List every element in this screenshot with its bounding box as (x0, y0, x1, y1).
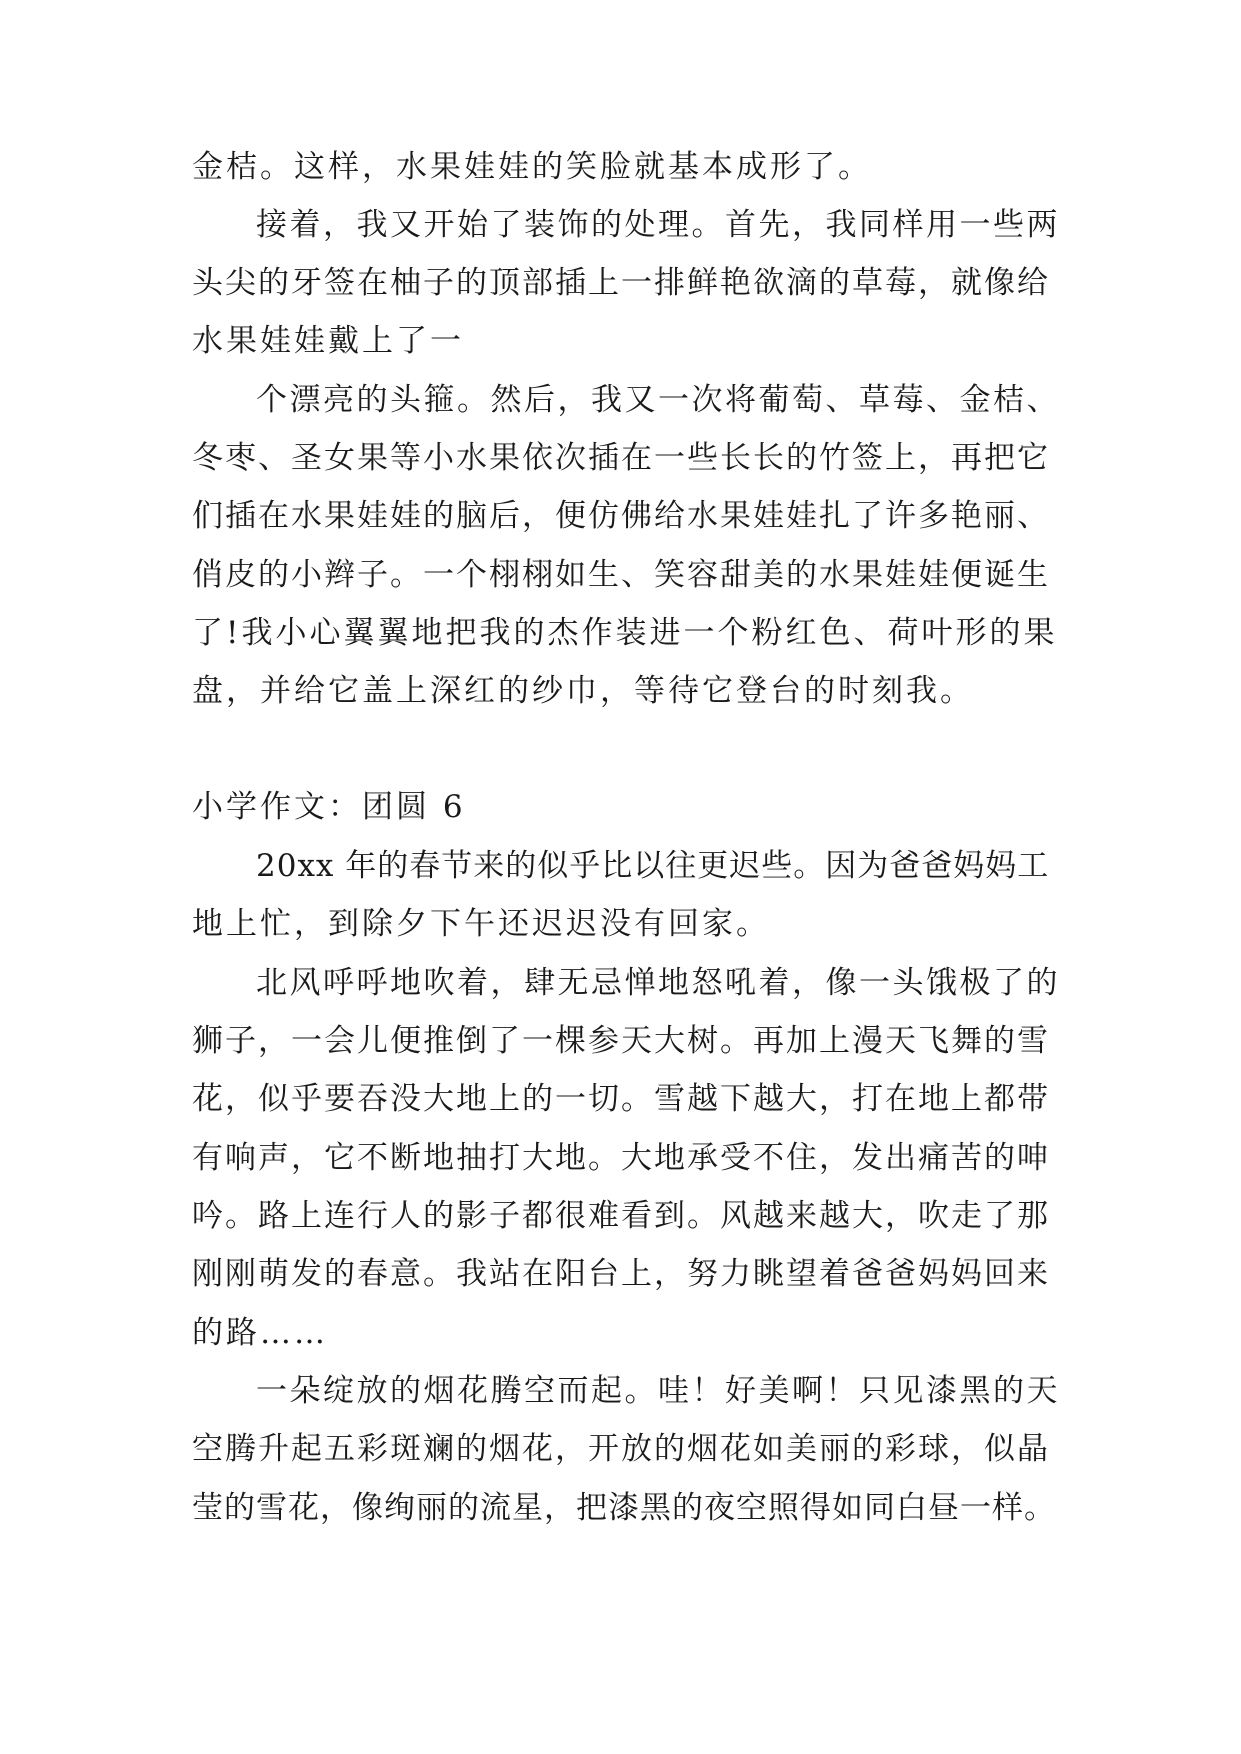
text-line: 北风呼呼地吹着，肆无忌惮地怒吼着，像一头饿极了的 (256, 965, 1060, 1001)
text-line: 头尖的牙签在柚子的顶部插上一排鲜艳欲滴的草莓，就像给 (192, 265, 1050, 301)
text-line: 的路…… (192, 1315, 328, 1351)
text-line: 刚刚萌发的春意。我站在阳台上，努力眺望着爸爸妈妈回来 (192, 1256, 1050, 1292)
section-title: 小学作文：团圆 6 (192, 789, 466, 825)
text-line: 冬枣、圣女果等小水果依次插在一些长长的竹签上，再把它 (192, 440, 1050, 476)
text-line: 地上忙，到除夕下午还迟迟没有回家。 (192, 906, 770, 942)
text-line: 花，似乎要吞没大地上的一切。雪越下越大，打在地上都带 (192, 1081, 1050, 1117)
text-line: 金桔。这样，水果娃娃的笑脸就基本成形了。 (192, 149, 872, 185)
text-line: 20xx 年的春节来的似乎比以往更迟些。因为爸爸妈妈工 (256, 848, 1050, 884)
text-line: 空腾升起五彩斑斓的烟花，开放的烟花如美丽的彩球，似晶 (192, 1431, 1050, 1467)
text-line: 一朵绽放的烟花腾空而起。哇！好美啊！只见漆黑的天 (256, 1373, 1060, 1409)
text-line: 了!我小心翼翼地把我的杰作装进一个粉红色、荷叶形的果 (192, 615, 1058, 651)
text-line: 吟。路上连行人的影子都很难看到。风越来越大，吹走了那 (192, 1198, 1050, 1234)
text-line: 们插在水果娃娃的脑后，便仿佛给水果娃娃扎了许多艳丽、 (192, 498, 1050, 534)
text-line: 接着，我又开始了装饰的处理。首先，我同样用一些两 (256, 207, 1060, 243)
text-line: 俏皮的小辫子。一个栩栩如生、笑容甜美的水果娃娃便诞生 (192, 557, 1050, 593)
text-line: 水果娃娃戴上了一 (192, 323, 464, 359)
text-line: 盘，并给它盖上深红的纱巾，等待它登台的时刻我。 (192, 673, 974, 709)
text-line: 莹的雪花，像绚丽的流星，把漆黑的夜空照得如同白昼一样。 (192, 1490, 1056, 1526)
text-line: 有响声，它不断地抽打大地。大地承受不住，发出痛苦的呻 (192, 1140, 1050, 1176)
text-line: 狮子，一会儿便推倒了一棵参天大树。再加上漫天飞舞的雪 (192, 1023, 1050, 1059)
text-line: 个漂亮的头箍。然后，我又一次将葡萄、草莓、金桔、 (256, 382, 1060, 418)
